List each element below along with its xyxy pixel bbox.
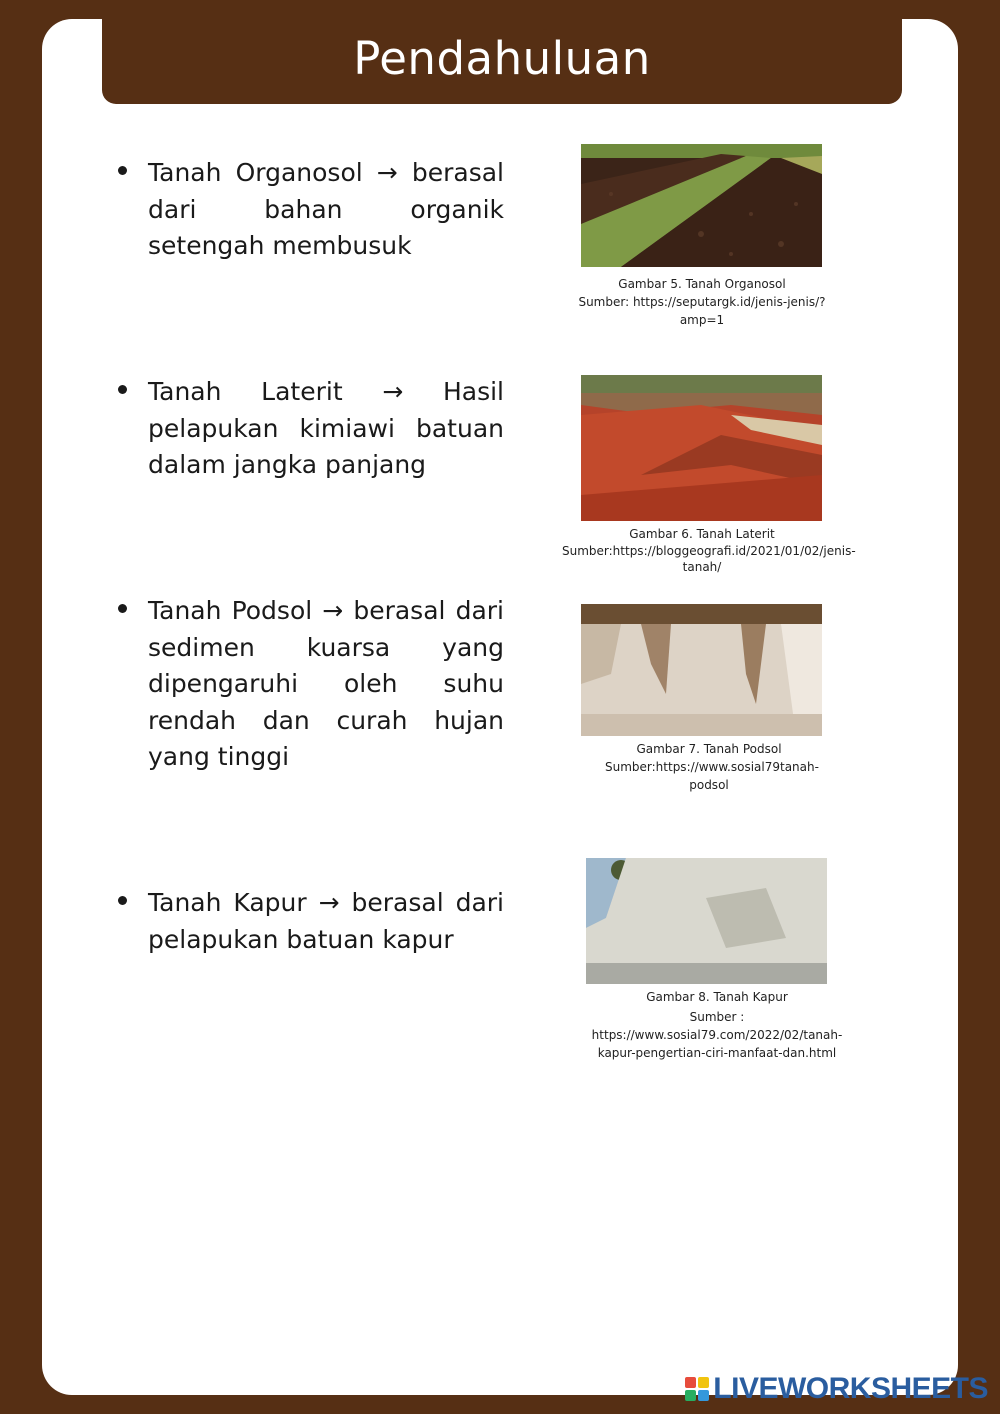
- figure-source: Sumber:https://www.sosial79tanah-podsol: [605, 760, 819, 792]
- image-tanah-organosol: [581, 144, 822, 267]
- caption-podsol: [580, 740, 838, 794]
- bullet-dot: [118, 385, 127, 394]
- figure-caption: Gambar 8. Tanah Kapur: [646, 990, 788, 1004]
- image-tanah-podsol: [581, 604, 822, 736]
- caption-organosol: [567, 275, 837, 329]
- bullet-organosol: [118, 155, 504, 265]
- image-tanah-kapur: [586, 858, 827, 984]
- bullet-kapur: [118, 885, 504, 958]
- caption-laterit: [562, 525, 856, 575]
- bullet-text: Tanah Organosol → berasal dari bahan organik setengah membusuk: [148, 158, 504, 261]
- title-banner: [102, 19, 902, 104]
- bullet-dot: [118, 896, 127, 905]
- caption-kapur: [574, 988, 860, 1062]
- figure-source: Sumber:https://bloggeografi.id/2021/01/02/jenis-tanah/: [562, 544, 856, 574]
- figure-caption: Gambar 7. Tanah Podsol: [636, 742, 782, 756]
- liveworksheets-logo-icon: [685, 1377, 709, 1401]
- bullet-podsol: [118, 593, 504, 776]
- bullet-text: Tanah Podsol → berasal dari sedimen kuarsa yang dipengaruhi oleh suhu rendah dan curah hujan yang tinggi: [148, 596, 504, 772]
- bullet-dot: [118, 604, 127, 613]
- figure-source: Sumber: https://seputargk.id/jenis-jenis/?amp=1: [578, 295, 826, 327]
- page-title: Pendahuluan: [353, 32, 651, 85]
- bullet-laterit: [118, 374, 504, 484]
- image-tanah-laterit: [581, 375, 822, 521]
- bullet-text: Tanah Kapur → berasal dari pelapukan batuan kapur: [148, 888, 504, 954]
- bullet-dot: [118, 166, 127, 175]
- figure-source: Sumber : https://www.sosial79.com/2022/02/tanah-kapur-pengertian-ciri-manfaat-dan.html: [591, 1010, 843, 1060]
- figure-caption: Gambar 6. Tanah Laterit: [629, 527, 775, 541]
- liveworksheets-watermark: [685, 1372, 988, 1406]
- liveworksheets-wordmark: LIVEWORKSHEETS: [713, 1372, 988, 1405]
- figure-caption: Gambar 5. Tanah Organosol: [618, 277, 786, 291]
- bullet-text: Tanah Laterit → Hasil pelapukan kimiawi batuan dalam jangka panjang: [148, 377, 504, 480]
